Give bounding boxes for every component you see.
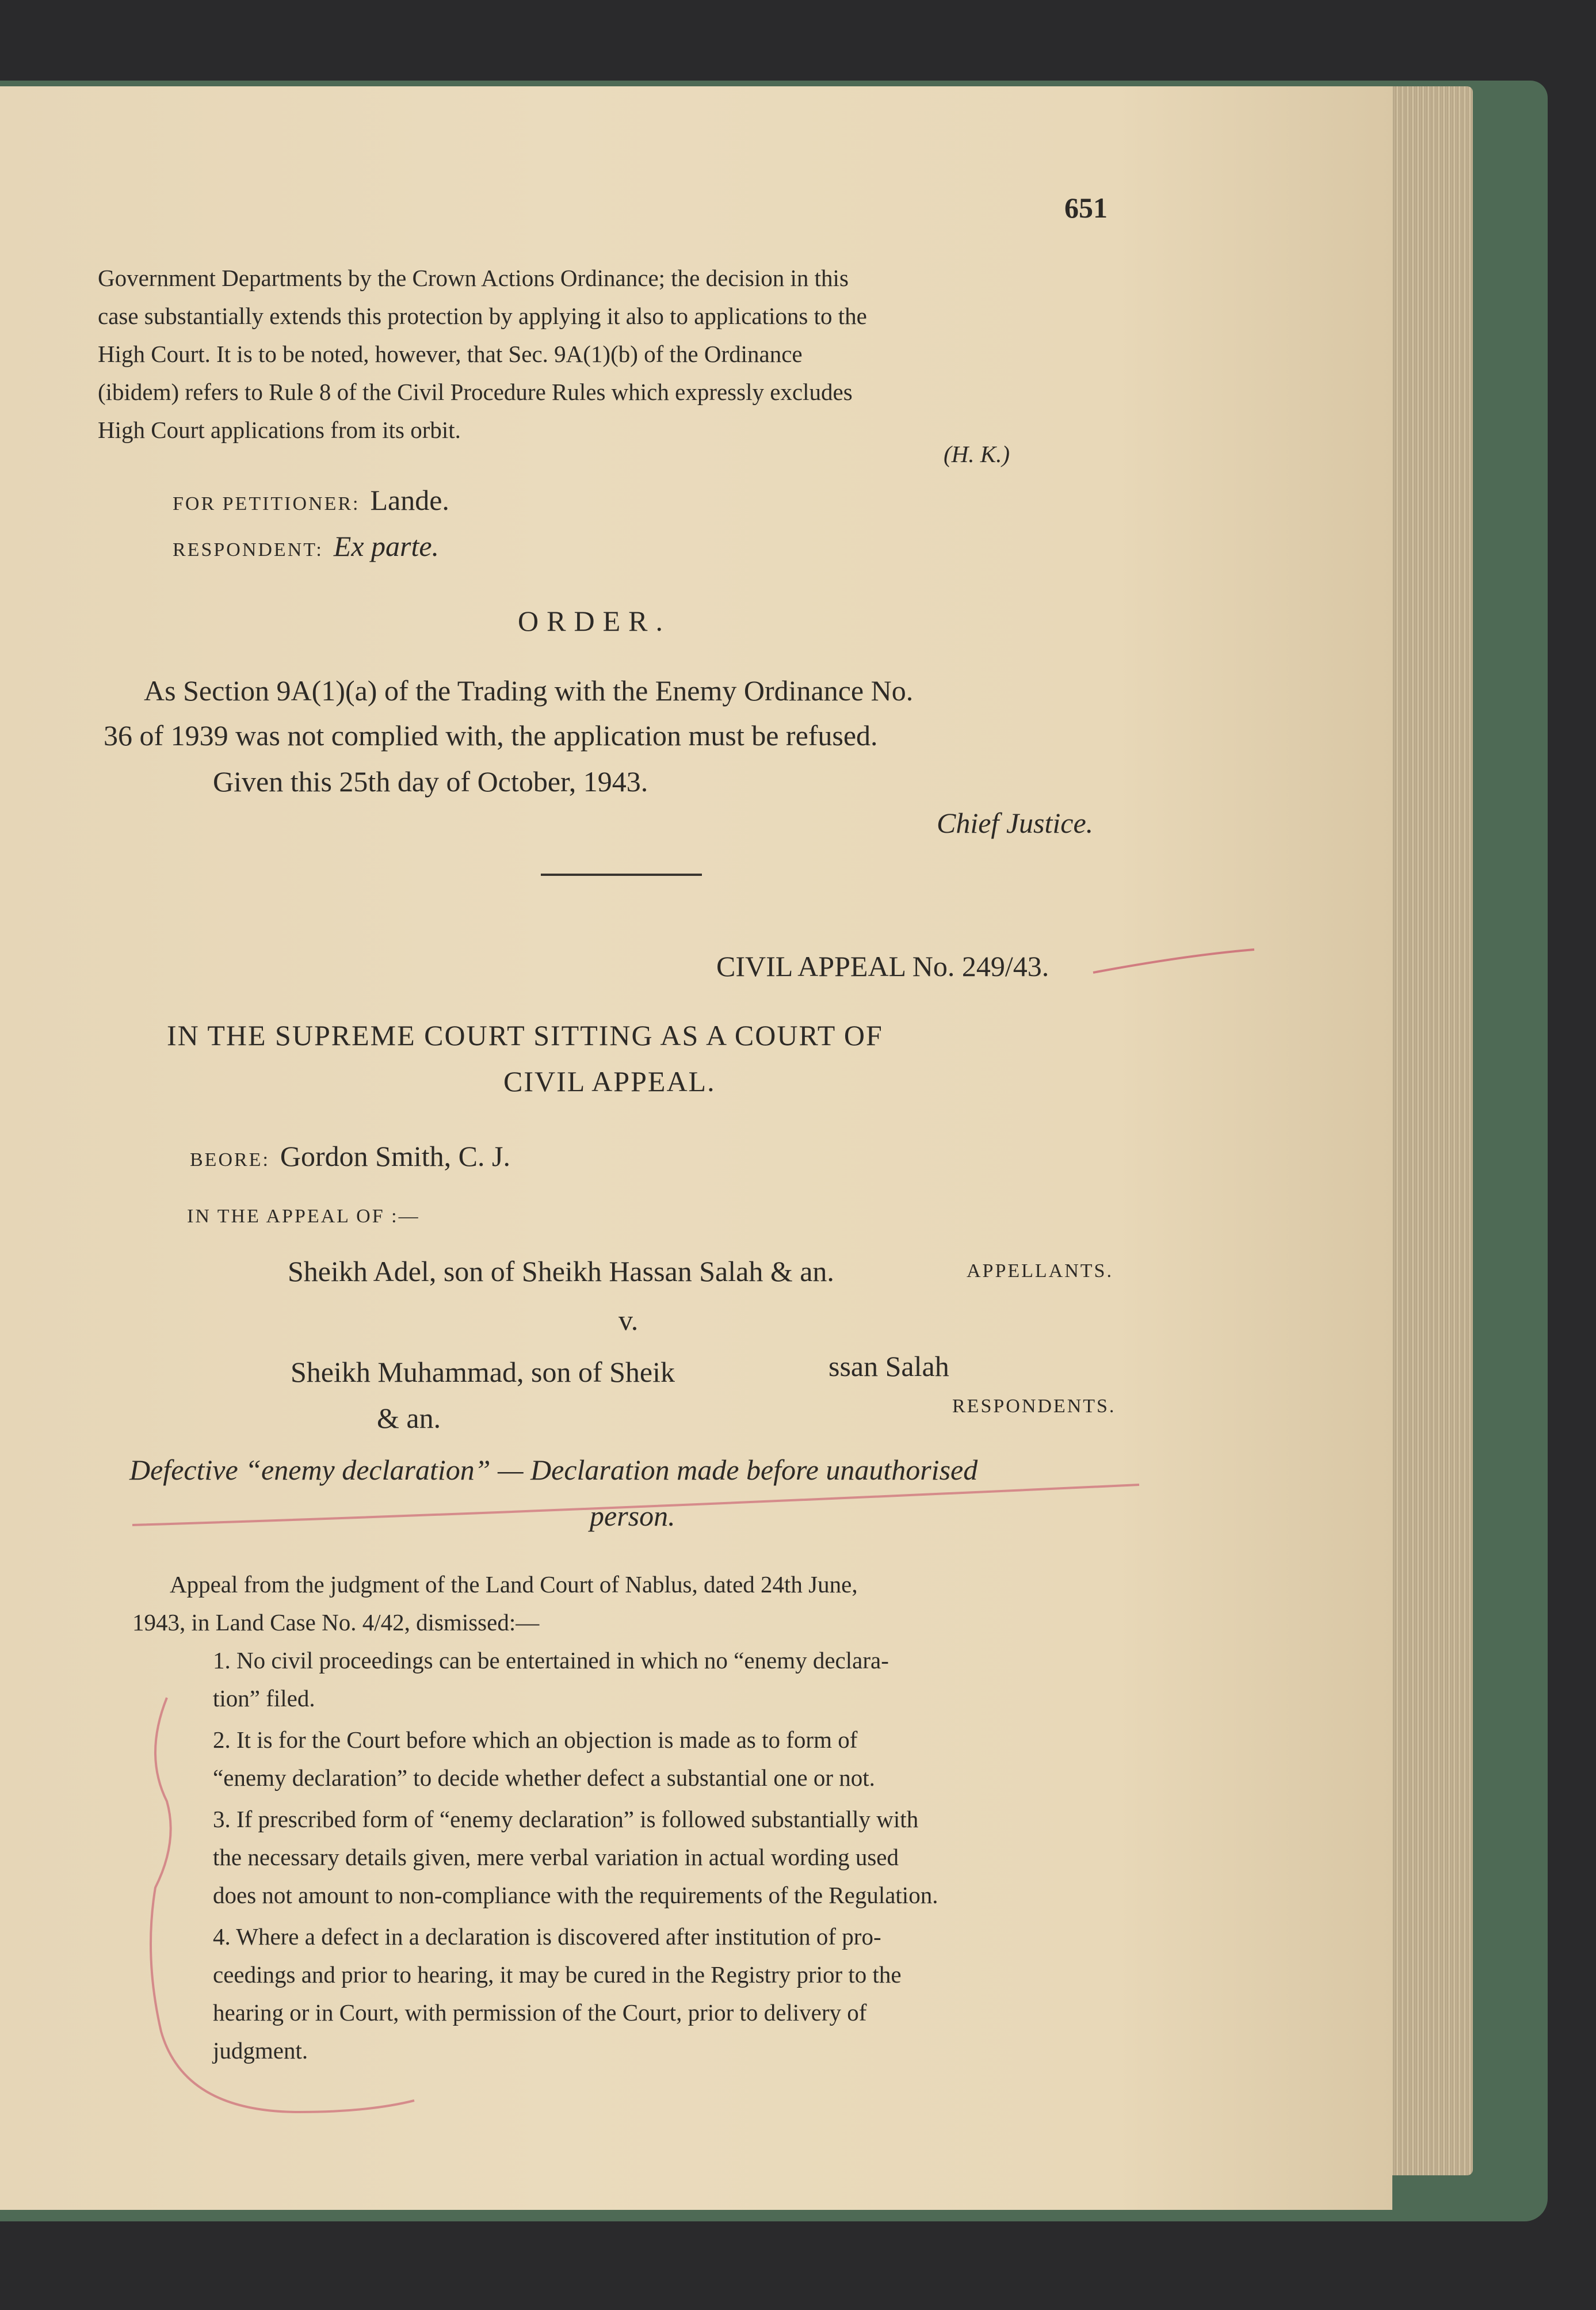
point-2-line-1: 2. It is for the Court before which an objection is made as to form of	[213, 1726, 858, 1753]
in-appeal-label: IN THE APPEAL OF :—	[187, 1206, 420, 1227]
point-1-line-1: 1. No civil proceedings can be entertained in which no “enemy declara-	[213, 1647, 889, 1674]
order-line-3: Given this 25th day of October, 1943.	[213, 765, 648, 798]
respondent-name-part-3: & an.	[377, 1402, 441, 1434]
versus: v.	[618, 1304, 639, 1336]
point-2-line-2: “enemy declaration” to decide whether defect a substantial one or not.	[213, 1764, 875, 1791]
respondent-label: RESPONDENT:	[173, 539, 323, 561]
point-3-line-2: the necessary details given, mere verbal variation in actual wording used	[213, 1844, 899, 1870]
point-4-line-2: ceedings and prior to hearing, it may be cured in the Registry prior to the	[213, 1961, 902, 1988]
book-page	[0, 86, 1392, 2210]
petitioner-label: FOR PETITIONER:	[173, 493, 360, 514]
appellant-name: Sheikh Adel, son of Sheikh Hassan Salah & an.	[288, 1255, 834, 1287]
page-number: 651	[1064, 192, 1108, 224]
signature: Chief Justice.	[937, 807, 1094, 839]
appeal-intro-line-1: Appeal from the judgment of the Land Court of Nablus, dated 24th June,	[170, 1571, 858, 1598]
intro-line-4: (ibidem) refers to Rule 8 of the Civil Procedure Rules which expressly excludes	[98, 379, 853, 405]
headnote-line-1: Defective “enemy declaration” — Declaration made before unauthorised	[129, 1454, 978, 1486]
intro-line-2: case substantially extends this protection by applying it also to applications to the	[98, 303, 867, 329]
editor-initials: (H. K.)	[944, 441, 1010, 467]
respondent-counsel: Ex parte.	[333, 530, 440, 562]
order-line-2: 36 of 1939 was not complied with, the application must be refused.	[104, 719, 878, 752]
point-1-line-2: tion” filed.	[213, 1685, 315, 1711]
headnote-line-2: person.	[590, 1500, 675, 1532]
intro-line-5: High Court applications from its orbit.	[98, 417, 461, 443]
petitioner-counsel: Lande.	[370, 484, 449, 516]
order-line-1: As Section 9A(1)(a) of the Trading with the Enemy Ordinance No.	[144, 674, 914, 707]
appeal-intro-line-2: 1943, in Land Case No. 4/42, dismissed:—	[132, 1609, 540, 1636]
respondent-name-part-1: Sheikh Muhammad, son of Sheik	[291, 1356, 675, 1388]
point-3-line-3: does not amount to non-compliance with the requirements of the Regulation.	[213, 1882, 938, 1908]
point-4-line-3: hearing or in Court, with permission of the Court, prior to delivery of	[213, 1999, 867, 2026]
point-3-line-1: 3. If prescribed form of “enemy declaration” is followed substantially with	[213, 1806, 919, 1832]
appeal-number: CIVIL APPEAL No. 249/43.	[716, 950, 1049, 982]
appellants-label: APPELLANTS.	[967, 1260, 1113, 1282]
respondents-label: RESPONDENTS.	[952, 1396, 1116, 1417]
red-pencil-marks	[0, 86, 1392, 2210]
intro-line-1: Government Departments by the Crown Actions Ordinance; the decision in this	[98, 265, 849, 291]
point-4-line-1: 4. Where a defect in a declaration is discovered after institution of pro-	[213, 1923, 881, 1950]
point-4-line-4: judgment.	[213, 2037, 308, 2064]
before-label: BEORE:	[190, 1149, 270, 1171]
court-title-line-1: IN THE SUPREME COURT SITTING AS A COURT OF	[167, 1019, 883, 1051]
intro-line-3: High Court. It is to be noted, however, that Sec. 9A(1)(b) of the Ordinance	[98, 341, 803, 367]
judge-name: Gordon Smith, C. J.	[280, 1140, 510, 1172]
court-title-line-2: CIVIL APPEAL.	[503, 1065, 716, 1097]
order-heading: ORDER.	[518, 605, 671, 637]
respondent-name-part-2: ssan Salah	[828, 1350, 949, 1382]
